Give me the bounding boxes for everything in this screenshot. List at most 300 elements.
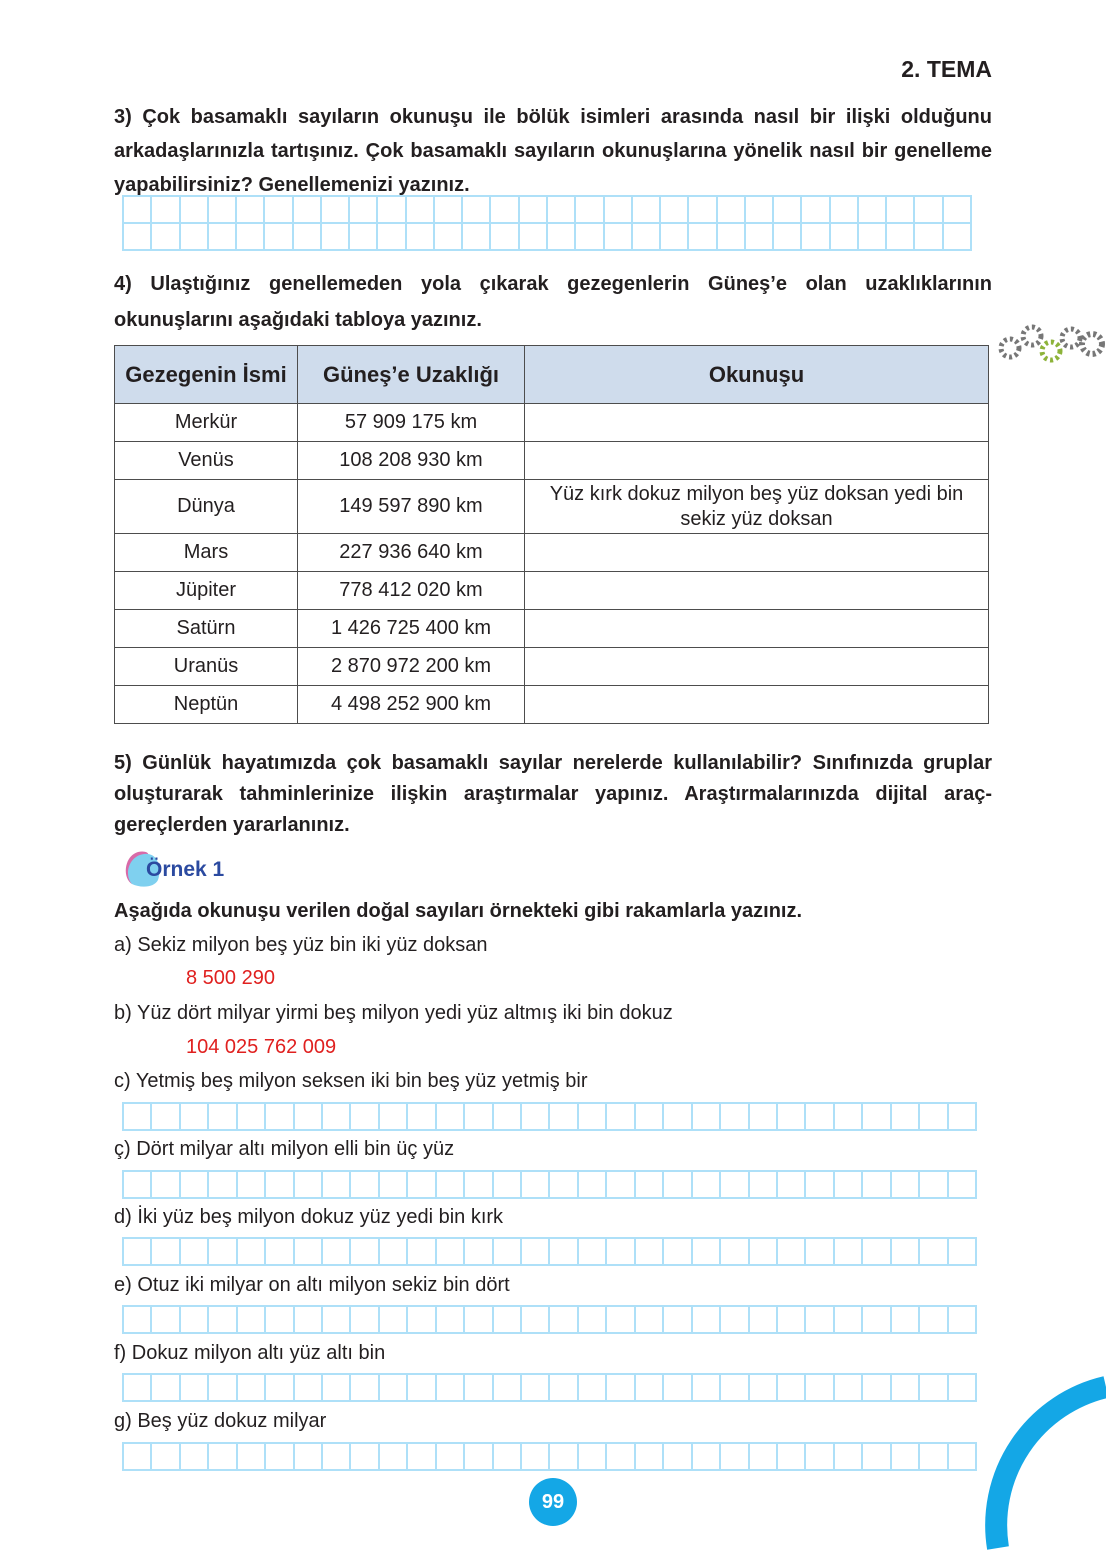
grid-cell[interactable] [605,197,633,224]
grid-cell[interactable] [295,1307,323,1334]
grid-cell[interactable] [380,1375,408,1402]
item-f: f) Dokuz milyon altı yüz altı bin [114,1342,386,1364]
grid-cell[interactable] [124,1307,152,1334]
cell-reading[interactable] [525,610,989,648]
grid-cell[interactable] [607,1239,635,1266]
grid-cell[interactable] [408,1104,436,1131]
grid-cell[interactable] [465,1172,493,1199]
grid-cell[interactable] [550,1375,578,1402]
planets-table [114,345,989,724]
grid-cell[interactable] [437,1444,465,1471]
cell-name: Uranüs [115,648,298,686]
decorative-arc [970,1370,1106,1560]
grid-cell[interactable] [522,1375,550,1402]
grid-cell[interactable] [380,1307,408,1334]
grid-cell[interactable] [295,1375,323,1402]
grid-cell[interactable] [778,1307,806,1334]
grid-cell[interactable] [380,1104,408,1131]
grid-cell[interactable] [350,197,378,224]
grid-cell[interactable] [380,1444,408,1471]
grid-cell[interactable] [949,1239,977,1266]
grid-cell[interactable] [661,224,689,251]
grid-cell[interactable] [380,1172,408,1199]
header-distance: Güneş’e Uzaklığı [298,346,525,404]
grid-cell[interactable] [550,1239,578,1266]
grid-cell[interactable] [721,1172,749,1199]
grid-cell[interactable] [607,1172,635,1199]
grid-cell[interactable] [322,197,350,224]
grid-cell[interactable] [920,1444,948,1471]
grid-cell[interactable] [295,1104,323,1131]
grid-cell[interactable] [494,1444,522,1471]
grid-cell[interactable] [266,1307,294,1334]
grid-cell[interactable] [778,1375,806,1402]
grid-cell[interactable] [124,224,152,251]
item-cc: ç) Dört milyar altı milyon elli bin üç yüz [114,1138,455,1160]
grid-cell[interactable] [351,1444,379,1471]
grid-cell[interactable] [636,1444,664,1471]
grid-cell[interactable] [209,1307,237,1334]
grid-cell[interactable] [550,1444,578,1471]
item-d: d) İki yüz beş milyon dokuz yüz yedi bin kırk [114,1206,504,1228]
grid-cell[interactable] [863,1104,891,1131]
cell-reading[interactable] [525,572,989,610]
grid-cell[interactable] [944,197,972,224]
cell-distance: 227 936 640 km [298,534,525,572]
grid-cell[interactable] [920,1375,948,1402]
table-row [115,442,989,480]
grid-cell[interactable] [802,224,830,251]
grid-cell[interactable] [774,224,802,251]
table-row [115,404,989,442]
grid-cell[interactable] [750,1444,778,1471]
grid-cell[interactable] [437,1375,465,1402]
grid-cell[interactable] [579,1239,607,1266]
grid-cell[interactable] [322,224,350,251]
table-row [115,686,989,724]
grid-cell[interactable] [689,224,717,251]
cell-reading[interactable] [525,686,989,724]
grid-cell[interactable] [693,1104,721,1131]
grid-cell[interactable] [181,1444,209,1471]
grid-cell[interactable] [806,1172,834,1199]
grid-cell[interactable] [806,1239,834,1266]
grid-cell[interactable] [465,1307,493,1334]
grid-cell[interactable] [238,1104,266,1131]
grid-cell[interactable] [892,1172,920,1199]
cell-distance: 57 909 175 km [298,404,525,442]
grid-cell[interactable] [408,1444,436,1471]
grid-cell[interactable] [124,1239,152,1266]
grid-cell[interactable] [831,224,859,251]
grid-cell[interactable] [266,1172,294,1199]
grid-cell[interactable] [522,1239,550,1266]
grid-cell[interactable] [295,1444,323,1471]
grid-cell[interactable] [181,1239,209,1266]
grid-cell[interactable] [378,197,406,224]
grid-cell[interactable] [181,1375,209,1402]
grid-cell[interactable] [124,197,152,224]
grid-cell[interactable] [835,1239,863,1266]
grid-cell[interactable] [351,1172,379,1199]
grid-cell[interactable] [520,197,548,224]
grid-cell[interactable] [550,1104,578,1131]
grid-cell[interactable] [806,1104,834,1131]
grid-cell[interactable] [746,224,774,251]
grid-cell[interactable] [237,224,265,251]
grid-cell[interactable] [863,1307,891,1334]
grid-cell[interactable] [494,1307,522,1334]
grid-cell[interactable] [351,1104,379,1131]
grid-cell[interactable] [407,224,435,251]
grid-cell[interactable] [892,1375,920,1402]
grid-cell[interactable] [181,1104,209,1131]
grid-cell[interactable] [408,1172,436,1199]
grid-cell[interactable] [636,1172,664,1199]
grid-cell[interactable] [408,1239,436,1266]
grid-cell[interactable] [152,1172,180,1199]
example-instruction: Aşağıda okunuşu verilen doğal sayıları örnekteki gibi rakamlarla yazınız. [114,900,803,922]
table-row [115,572,989,610]
item-c: c) Yetmiş beş milyon seksen iki bin beş yüz yetmiş bir [114,1070,588,1092]
grid-cell[interactable] [607,1104,635,1131]
grid-cell[interactable] [636,1104,664,1131]
answer-grid-cc[interactable] [122,1170,977,1199]
answer-grid-d[interactable] [122,1237,977,1266]
grid-cell[interactable] [915,197,943,224]
grid-cell[interactable] [209,1444,237,1471]
grid-cell[interactable] [607,1307,635,1334]
grid-cell[interactable] [892,1444,920,1471]
grid-cell[interactable] [181,1172,209,1199]
table-row [115,648,989,686]
grid-cell[interactable] [920,1307,948,1334]
grid-cell[interactable] [863,1172,891,1199]
grid-cell[interactable] [892,1239,920,1266]
grid-cell[interactable] [863,1239,891,1266]
grid-cell[interactable] [435,224,463,251]
grid-cell[interactable] [548,224,576,251]
grid-cell[interactable] [859,224,887,251]
grid-cell[interactable] [209,1104,237,1131]
grid-cell[interactable] [124,1172,152,1199]
grid-cell[interactable] [209,1172,237,1199]
grid-cell[interactable] [237,197,265,224]
grid-cell[interactable] [607,1444,635,1471]
grid-cell[interactable] [746,197,774,224]
grid-cell[interactable] [209,1239,237,1266]
grid-cell[interactable] [778,1172,806,1199]
grid-cell[interactable] [579,1104,607,1131]
grid-cell[interactable] [605,224,633,251]
grid-cell[interactable] [152,197,180,224]
grid-cell[interactable] [152,1104,180,1131]
cell-distance: 778 412 020 km [298,572,525,610]
grid-cell[interactable] [835,1444,863,1471]
cell-distance: 149 597 890 km [298,480,525,534]
grid-cell[interactable] [209,1375,237,1402]
grid-cell[interactable] [378,224,406,251]
grid-cell[interactable] [265,224,293,251]
grid-cell[interactable] [576,224,604,251]
grid-cell[interactable] [664,1172,692,1199]
grid-cell[interactable] [750,1239,778,1266]
grid-cell[interactable] [859,197,887,224]
grid-cell[interactable] [520,224,548,251]
grid-cell[interactable] [579,1172,607,1199]
header-planet-name: Gezegenin İsmi [115,346,298,404]
cell-name: Merkür [115,404,298,442]
grid-cell[interactable] [522,1307,550,1334]
cell-name: Venüs [115,442,298,480]
grid-cell[interactable] [209,197,237,224]
cell-name: Dünya [115,480,298,534]
grid-cell[interactable] [550,1172,578,1199]
grid-cell[interactable] [633,197,661,224]
grid-cell[interactable] [863,1444,891,1471]
grid-cell[interactable] [437,1307,465,1334]
item-b: b) Yüz dört milyar yirmi beş milyon yedi yüz altmış iki bin dokuz [114,1002,673,1024]
grid-cell[interactable] [323,1104,351,1131]
grid-cell[interactable] [721,1104,749,1131]
grid-cell[interactable] [607,1375,635,1402]
grid-cell[interactable] [181,197,209,224]
grid-cell[interactable] [350,224,378,251]
grid-cell[interactable] [238,1307,266,1334]
grid-cell[interactable] [778,1239,806,1266]
question-4: 4) Ulaştığınız genellemeden yola çıkarak gezegenlerin Güneş’e olan uzaklıklarının okunuşlarını aşağıdaki tabloya yazınız. [114,273,992,331]
grid-cell[interactable] [920,1239,948,1266]
grid-cell[interactable] [295,1172,323,1199]
grid-cell[interactable] [664,1444,692,1471]
cell-name: Jüpiter [115,572,298,610]
grid-cell[interactable] [892,1307,920,1334]
grid-cell[interactable] [721,1307,749,1334]
grid-cell[interactable] [718,197,746,224]
grid-cell[interactable] [944,224,972,251]
grid-cell[interactable] [435,197,463,224]
grid-cell[interactable] [949,1172,977,1199]
grid-cell[interactable] [636,1375,664,1402]
answer-grid-c[interactable] [122,1102,977,1131]
page-number: 99 [529,1478,577,1526]
grid-cell[interactable] [892,1104,920,1131]
grid-cell[interactable] [323,1444,351,1471]
cell-reading[interactable] [525,648,989,686]
grid-cell[interactable] [636,1307,664,1334]
answer-grid-f[interactable] [122,1373,977,1402]
item-b-answer: 104 025 762 009 [186,1036,337,1058]
grid-cell[interactable] [124,1104,152,1131]
grid-cell[interactable] [806,1307,834,1334]
grid-cell[interactable] [835,1104,863,1131]
grid-cell[interactable] [465,1104,493,1131]
grid-cell[interactable] [693,1307,721,1334]
grid-cell[interactable] [721,1239,749,1266]
grid-cell[interactable] [550,1307,578,1334]
grid-cell[interactable] [323,1239,351,1266]
grid-cell[interactable] [323,1375,351,1402]
grid-cell[interactable] [579,1444,607,1471]
grid-cell[interactable] [491,197,519,224]
cell-reading: Yüz kırk dokuz milyon beş yüz doksan yedi bin sekiz yüz doksan [525,480,989,534]
grid-cell[interactable] [576,197,604,224]
grid-cell[interactable] [750,1104,778,1131]
grid-cell[interactable] [152,1375,180,1402]
grid-cell[interactable] [693,1444,721,1471]
grid-cell[interactable] [408,1375,436,1402]
gears-icon [994,318,1106,370]
grid-cell[interactable] [887,197,915,224]
grid-cell[interactable] [124,1375,152,1402]
grid-cell[interactable] [152,1444,180,1471]
item-a: a) Sekiz milyon beş yüz bin iki yüz doksan [114,934,488,956]
grid-cell[interactable] [831,197,859,224]
grid-cell[interactable] [664,1239,692,1266]
cell-name: Mars [115,534,298,572]
grid-cell[interactable] [664,1375,692,1402]
grid-cell[interactable] [209,224,237,251]
grid-cell[interactable] [463,197,491,224]
grid-cell[interactable] [721,1375,749,1402]
grid-cell[interactable] [802,197,830,224]
grid-cell[interactable] [806,1375,834,1402]
grid-cell[interactable] [494,1239,522,1266]
grid-cell[interactable] [238,1239,266,1266]
grid-cell[interactable] [181,224,209,251]
table-row [115,610,989,648]
grid-cell[interactable] [579,1375,607,1402]
grid-cell[interactable] [437,1239,465,1266]
cell-distance: 4 498 252 900 km [298,686,525,724]
grid-cell[interactable] [636,1239,664,1266]
grid-cell[interactable] [494,1375,522,1402]
grid-cell[interactable] [920,1172,948,1199]
item-e: e) Otuz iki milyar on altı milyon sekiz bin dört [114,1274,510,1296]
grid-cell[interactable] [407,197,435,224]
answer-grid-g[interactable] [122,1442,977,1471]
grid-cell[interactable] [351,1239,379,1266]
grid-cell[interactable] [463,224,491,251]
answer-grid-q3[interactable] [122,195,972,251]
grid-cell[interactable] [548,197,576,224]
question-5: 5) Günlük hayatımızda çok basamaklı sayılar nerelerde kullanılabilir? Sınıfınızda gruplar oluşturarak tahminlerinize ilişkin araştırmalar yapınız. Araştırmalarınızda dijital araç-gereçlerden yararlanınız. [114,752,992,836]
grid-cell[interactable] [693,1172,721,1199]
grid-cell[interactable] [778,1444,806,1471]
cell-reading[interactable] [525,404,989,442]
grid-cell[interactable] [266,1444,294,1471]
grid-cell[interactable] [750,1375,778,1402]
grid-cell[interactable] [579,1307,607,1334]
grid-cell[interactable] [664,1307,692,1334]
grid-cell[interactable] [664,1104,692,1131]
grid-cell[interactable] [718,224,746,251]
grid-cell[interactable] [522,1172,550,1199]
grid-cell[interactable] [522,1104,550,1131]
grid-cell[interactable] [294,197,322,224]
grid-cell[interactable] [949,1104,977,1131]
grid-cell[interactable] [124,1444,152,1471]
grid-cell[interactable] [750,1307,778,1334]
example-title: Örnek 1 [146,858,225,881]
grid-cell[interactable] [351,1375,379,1402]
grid-cell[interactable] [238,1375,266,1402]
cell-name: Satürn [115,610,298,648]
grid-cell[interactable] [494,1104,522,1131]
grid-cell[interactable] [294,224,322,251]
grid-cell[interactable] [238,1172,266,1199]
cell-distance: 1 426 725 400 km [298,610,525,648]
grid-cell[interactable] [181,1307,209,1334]
grid-cell[interactable] [693,1375,721,1402]
grid-cell[interactable] [380,1239,408,1266]
grid-cell[interactable] [778,1104,806,1131]
grid-cell[interactable] [863,1375,891,1402]
cell-name: Neptün [115,686,298,724]
item-a-answer: 8 500 290 [186,967,275,989]
grid-cell[interactable] [266,1239,294,1266]
grid-cell[interactable] [351,1307,379,1334]
grid-cell[interactable] [437,1172,465,1199]
cell-reading[interactable] [525,442,989,480]
grid-cell[interactable] [721,1444,749,1471]
grid-cell[interactable] [408,1307,436,1334]
grid-cell[interactable] [465,1239,493,1266]
grid-cell[interactable] [152,1307,180,1334]
table-row [115,534,989,572]
table-row [115,480,989,534]
grid-cell[interactable] [774,197,802,224]
grid-cell[interactable] [693,1239,721,1266]
grid-cell[interactable] [465,1444,493,1471]
grid-cell[interactable] [266,1375,294,1402]
grid-cell[interactable] [522,1444,550,1471]
grid-cell[interactable] [920,1104,948,1131]
grid-cell[interactable] [633,224,661,251]
grid-cell[interactable] [661,197,689,224]
grid-cell[interactable] [323,1307,351,1334]
grid-cell[interactable] [750,1172,778,1199]
grid-cell[interactable] [152,224,180,251]
grid-cell[interactable] [835,1375,863,1402]
cell-reading[interactable] [525,534,989,572]
question-3: 3) Çok basamaklı sayıların okunuşu ile bölük isimleri arasında nasıl bir ilişki olduğunu arkadaşlarınızla tartışınız. Çok basamaklı sayıların okunuşlarına yönelik nasıl bir genelleme yapabilirsiniz? Genellemenizi yazınız. [114,106,992,196]
grid-cell[interactable] [238,1444,266,1471]
item-g: g) Beş yüz dokuz milyar [114,1410,327,1432]
grid-cell[interactable] [152,1239,180,1266]
grid-cell[interactable] [491,224,519,251]
header-reading: Okunuşu [525,346,989,404]
cell-distance: 108 208 930 km [298,442,525,480]
grid-cell[interactable] [915,224,943,251]
theme-label: 2. TEMA [901,56,992,82]
grid-cell[interactable] [266,1104,294,1131]
grid-cell[interactable] [265,197,293,224]
grid-cell[interactable] [689,197,717,224]
grid-cell[interactable] [887,224,915,251]
cell-distance: 2 870 972 200 km [298,648,525,686]
grid-cell[interactable] [806,1444,834,1471]
grid-cell[interactable] [835,1172,863,1199]
grid-cell[interactable] [949,1307,977,1334]
grid-cell[interactable] [465,1375,493,1402]
answer-grid-e[interactable] [122,1305,977,1334]
grid-cell[interactable] [437,1104,465,1131]
grid-cell[interactable] [835,1307,863,1334]
grid-cell[interactable] [323,1172,351,1199]
grid-cell[interactable] [295,1239,323,1266]
grid-cell[interactable] [494,1172,522,1199]
